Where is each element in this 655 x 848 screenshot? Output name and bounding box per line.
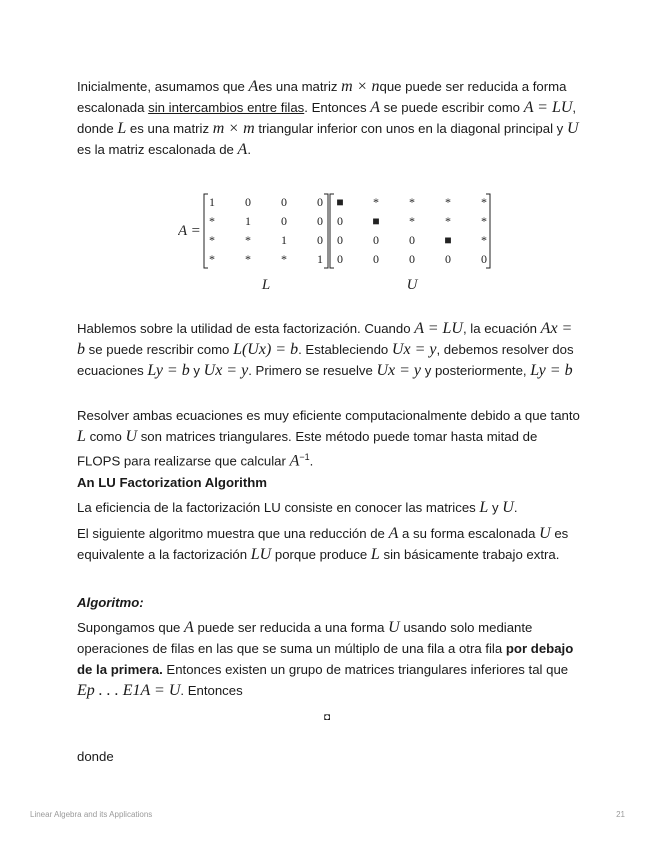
math-eq: Ux = y <box>203 362 249 379</box>
text: es una matriz <box>126 121 213 136</box>
math-U: U <box>125 428 138 445</box>
text: se puede escribir como <box>380 100 524 115</box>
L-matrix-cell: * <box>245 233 251 247</box>
U-matrix-cell: * <box>445 214 451 228</box>
math-A: A <box>184 619 194 636</box>
math-eq: Ly = b <box>147 362 190 379</box>
L-matrix-cell: 0 <box>317 233 323 247</box>
paragraph-algorithm-intro: El siguiente algoritmo muestra que una reducción de A a su forma escalonada U es equivalente a la factorización LU porque produce L sin básicamente trabajo extra. <box>77 525 569 563</box>
section-heading-lu-algorithm: An LU Factorization Algorithm <box>77 475 267 490</box>
math-m-by-m: m × m <box>212 120 255 137</box>
math-m-by-n: m × n <box>341 78 380 95</box>
text: , donde <box>77 100 577 136</box>
math-eq: Ly = b <box>530 362 573 379</box>
math-eq: L(Ux) = b <box>233 341 299 358</box>
math-L: L <box>370 546 380 563</box>
math-U: U <box>502 499 514 516</box>
L-right-bracket <box>324 194 328 268</box>
L-matrix-cell: 1 <box>209 195 215 209</box>
text: triangular inferior con unos en la diagonal principal y <box>254 121 567 136</box>
L-matrix-cell: * <box>245 252 251 266</box>
U-matrix-cell: * <box>481 214 487 228</box>
L-matrix-cell: 0 <box>317 195 323 209</box>
L-left-bracket <box>204 194 208 268</box>
text: . <box>247 142 251 157</box>
L-matrix-cell: 1 <box>317 252 323 266</box>
paragraph-lu-efficiency: La eficiencia de la factorización LU consiste en conocer las matrices L y U. <box>77 499 518 516</box>
U-matrix-cell: * <box>445 195 451 209</box>
text: es la matriz escalonada de <box>77 142 238 157</box>
math-U: U <box>388 619 400 636</box>
text: Inicialmente, asumamos que <box>77 79 249 94</box>
math-eq: Ux = y <box>391 341 437 358</box>
math-A: A <box>237 141 248 158</box>
math-eq: Ux = y <box>376 362 422 379</box>
math-A: A <box>388 525 399 542</box>
math-L: L <box>479 499 489 516</box>
L-matrix-cell: 0 <box>317 214 323 228</box>
L-matrix-cell: * <box>281 252 287 266</box>
math-A-equals-LU: A = LU <box>523 99 573 116</box>
U-label: U <box>406 277 418 293</box>
L-matrix-cell: * <box>209 233 215 247</box>
math-A: A <box>370 99 381 116</box>
L-matrix-cell: 0 <box>281 214 287 228</box>
L-matrix-cell: * <box>209 214 215 228</box>
U-left-bracket <box>330 194 334 268</box>
missing-equation-icon: ◘ <box>324 712 331 723</box>
U-matrix-cell: ■ <box>372 214 380 228</box>
U-matrix-cell: ■ <box>444 233 452 247</box>
math-A-inverse: A <box>289 452 300 470</box>
U-matrix-cell: * <box>409 195 415 209</box>
section-heading-algoritmo: Algoritmo: <box>77 595 144 610</box>
U-matrix-cell: 0 <box>337 233 343 247</box>
emphasis-text: por debajo de la primera. <box>77 641 574 677</box>
footer-page-number: 21 <box>616 810 625 819</box>
U-matrix-cell: * <box>409 214 415 228</box>
text: que puede ser reducida a forma escalonada <box>77 79 567 115</box>
L-label: L <box>261 277 271 293</box>
U-matrix-cell: ■ <box>336 195 344 209</box>
U-matrix-cell: * <box>481 233 487 247</box>
U-matrix-cell: 0 <box>373 233 379 247</box>
U-matrix-cell: 0 <box>337 214 343 228</box>
U-matrix-cell: * <box>481 195 487 209</box>
L-matrix-cell: * <box>209 252 215 266</box>
superscript-minus-one: −1 <box>299 452 310 462</box>
L-matrix-cell: 0 <box>281 195 287 209</box>
U-matrix-cell: 0 <box>409 252 415 266</box>
U-matrix-cell: 0 <box>409 233 415 247</box>
U-matrix-cell: 0 <box>337 252 343 266</box>
U-matrix-cell: 0 <box>373 252 379 266</box>
U-matrix-cell: * <box>373 195 379 209</box>
paragraph-efficiency: Resolver ambas ecuaciones es muy eficiente computacionalmente debido a que tanto L como U son matrices triangulares. Este método puede tomar hasta mitad de FLOPS para realizarse que calcular $A^{-1}$. <box>77 408 580 470</box>
math-elimination-product: Ep . . . E1A = U <box>77 682 181 699</box>
L-matrix-cell: 1 <box>245 214 251 228</box>
U-matrix-cell: 0 <box>481 252 487 266</box>
math-A: A <box>248 78 259 95</box>
math-eq: A = LU <box>414 320 463 337</box>
text: . Entonces <box>304 100 371 115</box>
paragraph-intro <box>77 76 582 160</box>
L-matrix-cell: 1 <box>281 233 287 247</box>
math-U: U <box>566 120 579 137</box>
lu-matrix-figure <box>178 190 498 300</box>
math-eq: Ax = b <box>77 320 573 358</box>
math-L: L <box>117 120 127 137</box>
math-L: L <box>77 428 86 445</box>
footer-book-title: Linear Algebra and its Applications <box>30 810 153 819</box>
U-matrix-cell: 0 <box>445 252 451 266</box>
math-U: U <box>539 525 551 542</box>
matrix-lhs: A = <box>178 223 201 239</box>
math-LU: LU <box>250 546 272 563</box>
paragraph-algorithm: Supongamos que A puede ser reducida a una forma U usando solo mediante operaciones de filas en las que se suma un múltiplo de una fila a otra fila por debajo de la primera. Entonces existen un grupo de matrices triangulares inferiores tal que Ep . . . E1A = U. Entonces <box>77 619 574 699</box>
paragraph-donde: donde <box>77 749 114 764</box>
text: es una matriz <box>258 79 342 94</box>
paragraph-utility: Hablemos sobre la utilidad de esta factorización. Cuando A = LU, la ecuación Ax = b se puede rescribir como L(Ux) = b. Estableciendo Ux = y, debemos resolver dos ecuaciones Ly = b y Ux = y. Primero se resuelve Ux = y y posteriormente, Ly = b <box>77 320 574 379</box>
L-matrix-cell: 0 <box>245 195 251 209</box>
row-swap-link[interactable]: sin intercambios entre filas <box>148 100 305 115</box>
